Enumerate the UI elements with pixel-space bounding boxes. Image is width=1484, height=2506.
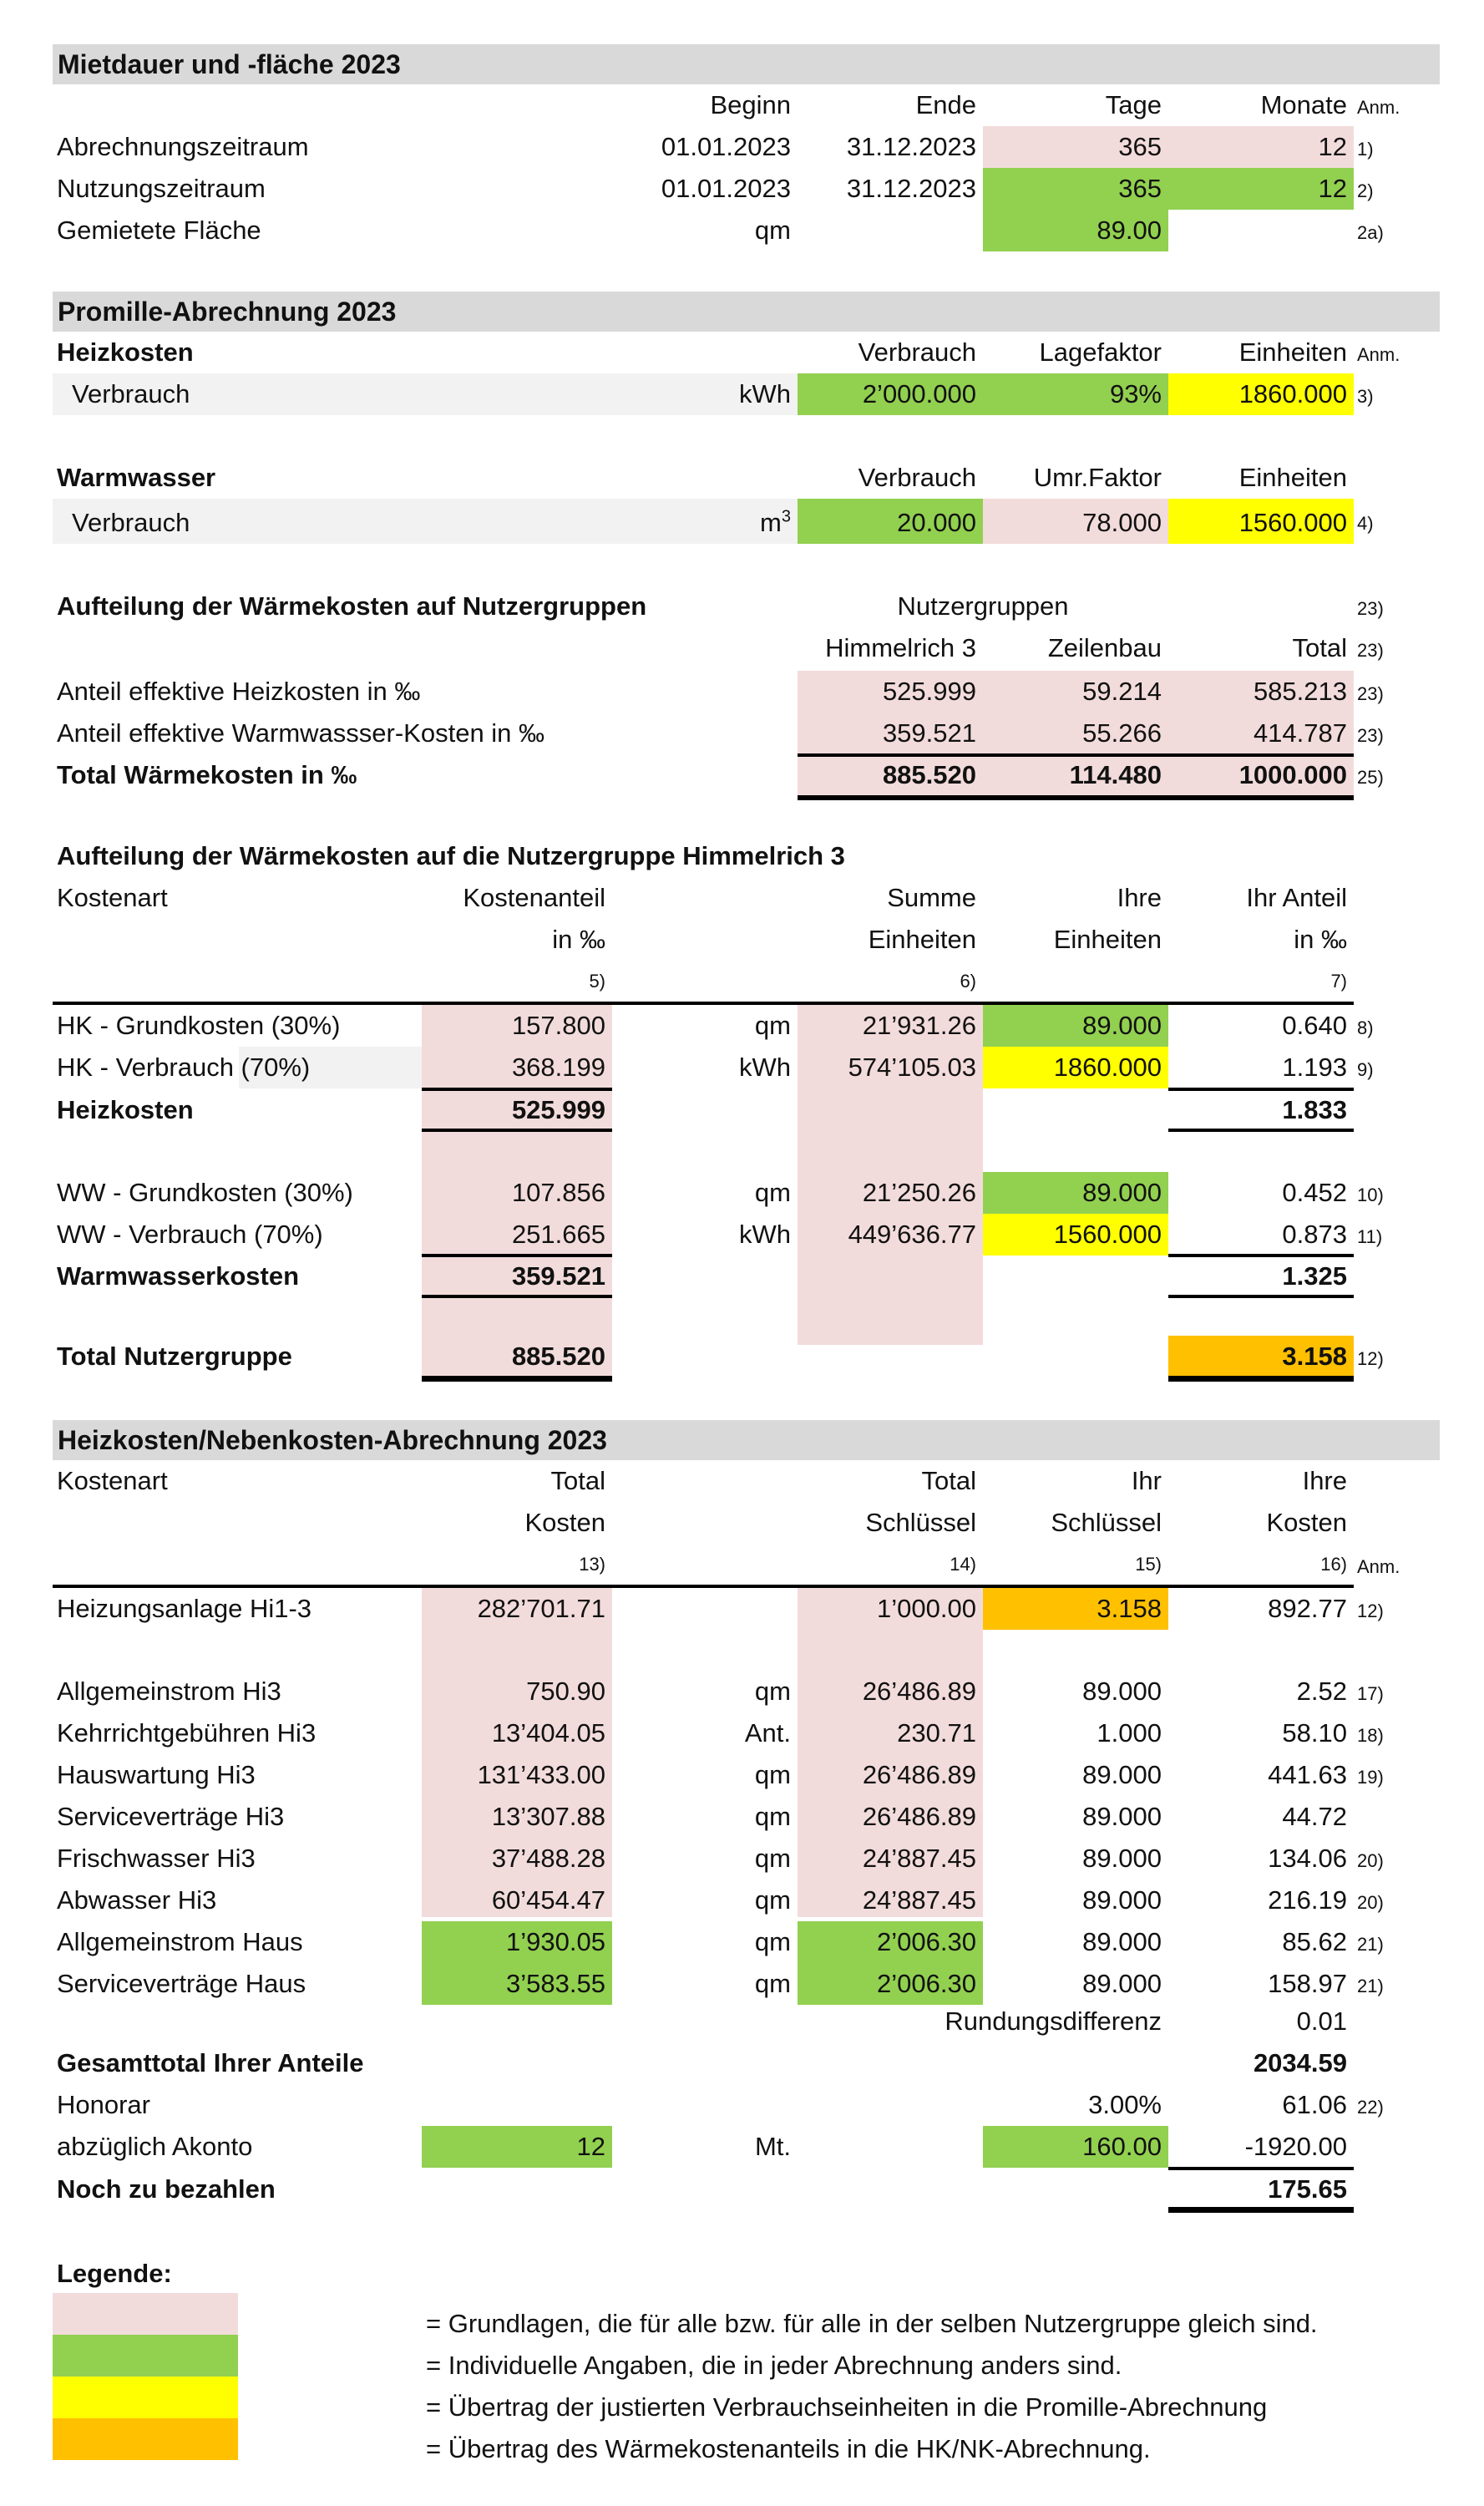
rounding-value: 0.01: [1296, 2006, 1347, 2036]
table-header-row: [0, 457, 1484, 499]
total-schluessel-value: 26’486.89: [862, 1802, 976, 1831]
table-header-row: [0, 1502, 1484, 1544]
anteil-total: 1.833: [1282, 1095, 1347, 1124]
row-label: Kehrrichtgebühren Hi3: [57, 1718, 317, 1748]
anteil-value: 1.193: [1282, 1053, 1347, 1082]
note-5: 5): [589, 971, 605, 992]
kostenanteil-value: 157.800: [511, 1011, 605, 1040]
beginn-value: 01.01.2023: [661, 132, 791, 161]
anm-note: 2a): [1357, 222, 1384, 243]
subtotal-rule: [422, 1295, 612, 1298]
ihre-kosten-value: 58.10: [1282, 1718, 1347, 1748]
row-label: HK - Verbrauch (70%): [57, 1053, 311, 1082]
col-header-verbrauch: Verbrauch: [858, 463, 976, 492]
table-header-row: [0, 84, 1484, 126]
noch-value: 175.65: [1268, 2174, 1347, 2204]
col-header-kostenart: Kostenart: [57, 1466, 168, 1495]
unit: Ant.: [744, 1718, 791, 1748]
unit-base: m: [760, 508, 782, 537]
anm-note: 23): [1357, 598, 1384, 619]
table-row: [0, 1172, 1484, 1214]
rounding-label: Rundungsdifferenz: [945, 2006, 1162, 2036]
anm-note: 23): [1357, 725, 1384, 746]
ihre-value: 1560.000: [983, 1214, 1168, 1256]
row-label: Abrechnungszeitraum: [57, 132, 309, 161]
col-header-ihre-kosten-2: Kosten: [1266, 1508, 1347, 1537]
col-header-ende: Ende: [915, 90, 976, 119]
col-header-total-schluessel-2: Schlüssel: [865, 1508, 976, 1537]
row-label: Gemietete Fläche: [57, 216, 261, 245]
kostenanteil-grand-total: 885.520: [511, 1342, 605, 1371]
unit: kWh: [739, 1220, 791, 1249]
subsection-title: Heizkosten: [57, 337, 194, 367]
unit: kWh: [739, 379, 791, 408]
row-label: Nutzungszeitraum: [57, 174, 266, 203]
note-15: 15): [1135, 1554, 1162, 1575]
table-row: [0, 1796, 1484, 1838]
table-row: [0, 1838, 1484, 1880]
section-title: Promille-Abrechnung 2023: [58, 297, 397, 327]
ihr-schluessel-value: 89.000: [1082, 1927, 1162, 1956]
total-schluessel-value: 24’887.45: [862, 1885, 976, 1915]
double-rule: [1168, 1376, 1354, 1382]
section-title: Heizkosten/Nebenkosten-Abrechnung 2023: [58, 1425, 607, 1455]
einheiten-value: 1860.000: [1168, 373, 1354, 415]
col-header-kostenart: Kostenart: [57, 883, 168, 912]
col-header-ihre: Ihre: [1117, 883, 1162, 912]
table-row: [0, 1921, 1484, 1963]
table-row: [0, 1588, 1484, 1630]
row-label: Honorar: [57, 2090, 150, 2119]
total-row: [0, 1336, 1484, 1377]
col-header-total-kosten-2: Kosten: [524, 1508, 605, 1537]
total-total: 1000.000: [1238, 760, 1347, 789]
total-value: 414.787: [1253, 718, 1347, 748]
total-schluessel-value: 26’486.89: [862, 1760, 976, 1789]
note-14: 14): [950, 1554, 976, 1575]
col-header-total-schluessel: Total: [921, 1466, 976, 1495]
anteil-total: 1.325: [1282, 1261, 1347, 1291]
ihre-value: 89.000: [983, 1005, 1168, 1047]
row-label: Allgemeinstrom Haus: [57, 1927, 303, 1956]
table-row: [0, 373, 1484, 415]
unit: qm: [754, 1178, 791, 1207]
table-header-row: [0, 919, 1484, 961]
tage-value: 365: [983, 168, 1168, 210]
table-row: [0, 1712, 1484, 1754]
unit: [612, 499, 798, 544]
col-header-umrfaktor: Umr.Faktor: [1033, 463, 1162, 492]
unit: Mt.: [754, 2132, 791, 2161]
table-header-row: [0, 627, 1484, 669]
table-row: [0, 1880, 1484, 1921]
anm-note: 12): [1357, 1600, 1384, 1621]
ihre-kosten-value: 2.52: [1296, 1677, 1347, 1706]
anm-note: 4): [1357, 513, 1374, 534]
unit: qm: [754, 1677, 791, 1706]
anteil-value: 0.452: [1282, 1178, 1347, 1207]
row-label: Serviceverträge Hi3: [57, 1802, 285, 1831]
anm-note: 19): [1357, 1767, 1384, 1788]
gesamt-value: 2034.59: [1253, 2048, 1347, 2077]
unit: qm: [754, 1802, 791, 1831]
legend-swatch-yellow: [53, 2377, 238, 2418]
legend-swatch-pink: [53, 2293, 238, 2335]
ihr-schluessel-value: 89.000: [1082, 1885, 1162, 1915]
ende-value: 31.12.2023: [846, 174, 976, 203]
subtotal-rule: [1168, 1295, 1354, 1298]
anm-note: 3): [1357, 386, 1374, 407]
tage-value: 365: [983, 126, 1168, 168]
beginn-value: 01.01.2023: [661, 174, 791, 203]
row-label: WW - Grundkosten (30%): [57, 1178, 353, 1207]
table-row: [0, 126, 1484, 168]
table-row: [0, 1005, 1484, 1047]
total-schluessel-value: 24’887.45: [862, 1844, 976, 1873]
note-13: 13): [579, 1554, 605, 1575]
row-label: Heizkosten: [57, 1095, 194, 1124]
table-row: [0, 1963, 1484, 2005]
total-schluessel-value: 2’006.30: [798, 1921, 983, 1963]
total-kosten-value: 13’404.05: [491, 1718, 605, 1748]
legend-swatch-green: [53, 2335, 238, 2377]
group-header: Nutzergruppen: [897, 591, 1069, 621]
anm-note: 11): [1357, 1226, 1383, 1247]
akonto-months: 12: [422, 2126, 612, 2168]
verbrauch-value: 2’000.000: [798, 373, 983, 415]
anm-note: 10): [1357, 1185, 1384, 1205]
summe-value: 449’636.77: [848, 1220, 976, 1249]
unit: kWh: [739, 1053, 791, 1082]
akonto-rate: 160.00: [983, 2126, 1168, 2168]
section-header-promille: [53, 292, 1440, 332]
note-7: 7): [1330, 971, 1347, 992]
anm-note: 21): [1357, 1934, 1384, 1955]
col-header-beginn: Beginn: [710, 90, 791, 119]
anm-note: 20): [1357, 1850, 1384, 1871]
anm-note: 17): [1357, 1683, 1384, 1704]
subsection-title: Warmwasser: [57, 463, 216, 492]
anm-note: 12): [1357, 1348, 1384, 1369]
total-row: [0, 2042, 1484, 2084]
ihre-kosten-value: 441.63: [1268, 1760, 1347, 1789]
kostenanteil-total: 525.999: [511, 1095, 605, 1124]
row-label: Hauswartung Hi3: [57, 1760, 256, 1789]
note-16: 16): [1320, 1554, 1347, 1575]
row-label: Allgemeinstrom Hi3: [57, 1677, 281, 1706]
legend-title: Legende:: [57, 2259, 172, 2288]
unit: qm: [754, 1969, 791, 1998]
table-row: [0, 2084, 1484, 2126]
ihre-kosten-value: 85.62: [1282, 1927, 1347, 1956]
note-6: 6): [960, 971, 976, 992]
unit: qm: [754, 1011, 791, 1040]
col-header-monate: Monate: [1260, 90, 1347, 119]
table-row: [0, 499, 1484, 544]
col-header-ihr-schluessel-2: Schlüssel: [1051, 1508, 1162, 1537]
row-label: Verbrauch: [72, 379, 190, 408]
row-label: Anteil effektive Heizkosten in ‰: [57, 677, 421, 706]
kostenanteil-value: 107.856: [511, 1178, 605, 1207]
col-header-total-kosten: Total: [550, 1466, 605, 1495]
col-header-kostenanteil: Kostenanteil: [463, 883, 605, 912]
table-header-row: [0, 877, 1484, 919]
unit: qm: [754, 1844, 791, 1873]
table-note-row: [0, 961, 1484, 1002]
ihr-schluessel-value: 3.158: [983, 1588, 1168, 1630]
table-header-row: [0, 332, 1484, 373]
himmelrich3-value: 525.999: [882, 677, 976, 706]
col-header-anm: Anm.: [1357, 1556, 1400, 1577]
anm-note: 23): [1357, 640, 1384, 661]
himmelrich3-value: 359.521: [882, 718, 976, 748]
col-header-ihre-unit: Einheiten: [1053, 925, 1162, 954]
double-rule: [798, 795, 1354, 800]
subsection-title: Aufteilung der Wärmekosten auf Nutzergruppen: [57, 591, 647, 621]
row-label: Abwasser Hi3: [57, 1885, 217, 1915]
himmelrich3-total: 885.520: [882, 760, 976, 789]
col-header-verbrauch: Verbrauch: [858, 337, 976, 367]
total-schluessel-value: 2’006.30: [798, 1963, 983, 2005]
honorar-rate: 3.00%: [1088, 2090, 1162, 2119]
row-label: Serviceverträge Haus: [57, 1969, 306, 1998]
col-header-himmelrich3: Himmelrich 3: [825, 633, 976, 662]
ihre-kosten-value: 216.19: [1268, 1885, 1347, 1915]
kostenanteil-value: 251.665: [511, 1220, 605, 1249]
summe-value: 21’250.26: [862, 1178, 976, 1207]
row-label: Verbrauch: [72, 508, 190, 537]
ihre-kosten-value: 158.97: [1268, 1969, 1347, 1998]
zeilenbau-value: 55.266: [1082, 718, 1162, 748]
zeilenbau-value: 59.214: [1082, 677, 1162, 706]
subtotal-row: [0, 1256, 1484, 1297]
ihr-schluessel-value: 89.000: [1082, 1969, 1162, 1998]
table-header-row: [0, 1460, 1484, 1502]
total-kosten-value: 60’454.47: [491, 1885, 605, 1915]
ihre-value: 89.000: [983, 1172, 1168, 1214]
total-kosten-value: 282’701.71: [477, 1594, 605, 1623]
zeilenbau-total: 114.480: [1069, 760, 1162, 789]
anteil-value: 0.873: [1282, 1220, 1347, 1249]
col-header-tage: Tage: [1105, 90, 1162, 119]
row-label: WW - Verbrauch (70%): [57, 1220, 323, 1249]
unit: qm: [754, 1927, 791, 1956]
col-header-summe: Summe: [887, 883, 976, 912]
ihr-schluessel-value: 89.000: [1082, 1677, 1162, 1706]
anm-note: 1): [1357, 139, 1374, 160]
subsection-title: Aufteilung der Wärmekosten auf die Nutzergruppe Himmelrich 3: [57, 841, 845, 870]
unit: qm: [754, 1885, 791, 1915]
total-schluessel-value: 26’486.89: [862, 1677, 976, 1706]
col-header-anteil-unit: in ‰: [1294, 925, 1347, 954]
anm-note: 18): [1357, 1725, 1384, 1746]
col-header-zeilenbau: Zeilenbau: [1047, 633, 1162, 662]
col-header-ihre-kosten: Ihre: [1302, 1466, 1347, 1495]
table-note-row: [0, 1544, 1484, 1585]
col-header-summe-unit: Einheiten: [868, 925, 976, 954]
lagefaktor-value: 93%: [983, 373, 1168, 415]
ihre-value: 1860.000: [983, 1047, 1168, 1088]
col-header-lagefaktor: Lagefaktor: [1039, 337, 1162, 367]
section-header-nk: [53, 1420, 1440, 1460]
row-label: Noch zu bezahlen: [57, 2174, 276, 2204]
table-row: [0, 713, 1484, 754]
einheiten-value: 1560.000: [1168, 499, 1354, 544]
row-label: Anteil effektive Warmwassser-Kosten in ‰: [57, 718, 545, 748]
anteil-grand-total: 3.158: [1282, 1342, 1347, 1371]
anm-note: 23): [1357, 683, 1384, 704]
legend-swatch-orange: [53, 2418, 238, 2460]
anteil-value: 0.640: [1282, 1011, 1347, 1040]
kostenanteil-total: 359.521: [511, 1261, 605, 1291]
table-title-row: [0, 835, 1484, 877]
section-header-mietdauer: [53, 44, 1440, 84]
col-header-einheiten: Einheiten: [1238, 337, 1347, 367]
total-kosten-value: 13’307.88: [491, 1802, 605, 1831]
unit: qm: [754, 1760, 791, 1789]
row-label: Heizungsanlage Hi1-3: [57, 1594, 312, 1623]
col-header-anm: Anm.: [1357, 344, 1400, 365]
anm-note: 25): [1357, 767, 1384, 788]
col-header-total: Total: [1292, 633, 1347, 662]
summe-value: 21’931.26: [862, 1011, 976, 1040]
row-label: Gesamttotal Ihrer Anteile: [57, 2048, 364, 2077]
table-row: [0, 671, 1484, 713]
total-kosten-value: 750.90: [526, 1677, 605, 1706]
total-kosten-value: 131’433.00: [477, 1760, 605, 1789]
row-label: abzüglich Akonto: [57, 2132, 253, 2161]
col-header-einheiten: Einheiten: [1238, 463, 1347, 492]
table-row: [0, 1047, 1484, 1088]
total-value: 585.213: [1253, 677, 1347, 706]
table-row: [0, 1214, 1484, 1256]
total-row: [0, 754, 1484, 796]
unit-superscript: 3: [781, 507, 791, 526]
anm-note: 22): [1357, 2097, 1384, 2118]
honorar-value: 61.06: [1282, 2090, 1347, 2119]
anm-note: 8): [1357, 1017, 1374, 1038]
flaeche-value: 89.00: [983, 210, 1168, 251]
ihr-schluessel-value: 89.000: [1082, 1844, 1162, 1873]
total-kosten-value: 1’930.05: [422, 1921, 612, 1963]
ende-value: 31.12.2023: [846, 132, 976, 161]
subtotal-rule: [422, 1129, 612, 1132]
legend-text: = Übertrag der justierten Verbrauchseinheiten in die Promille-Abrechnung: [426, 2392, 1268, 2422]
row-label: Total Wärmekosten in ‰: [57, 760, 357, 789]
ihre-kosten-value: 892.77: [1268, 1594, 1347, 1623]
ihre-kosten-value: 44.72: [1282, 1802, 1347, 1831]
row-label: Warmwasserkosten: [57, 1261, 300, 1291]
subtotal-row: [0, 1089, 1484, 1131]
col-header-ihr-schluessel: Ihr: [1131, 1466, 1162, 1495]
table-row: [0, 210, 1484, 251]
summe-value: 574’105.03: [848, 1053, 976, 1082]
table-title-row: [0, 586, 1484, 627]
total-schluessel-value: 1’000.00: [877, 1594, 976, 1623]
ihr-schluessel-value: 89.000: [1082, 1760, 1162, 1789]
ihr-schluessel-value: 1.000: [1097, 1718, 1162, 1748]
total-schluessel-value: 230.71: [897, 1718, 976, 1748]
double-rule: [422, 1376, 612, 1382]
anm-note: 2): [1357, 180, 1374, 201]
table-row: [0, 168, 1484, 210]
double-rule: [1168, 2207, 1354, 2213]
row-label: Frischwasser Hi3: [57, 1844, 256, 1873]
table-row: [0, 1671, 1484, 1712]
col-header-anm: Anm.: [1357, 97, 1400, 118]
table-row: [0, 1754, 1484, 1796]
row-label: HK - Grundkosten (30%): [57, 1011, 341, 1040]
unit: qm: [754, 216, 791, 245]
legend-text: = Individuelle Angaben, die in jeder Abrechnung anders sind.: [426, 2351, 1122, 2380]
monate-value: 12: [1168, 126, 1354, 168]
total-kosten-value: 3’583.55: [422, 1963, 612, 2005]
ihr-schluessel-value: 89.000: [1082, 1802, 1162, 1831]
umrfaktor-value: 78.000: [983, 499, 1168, 544]
rounding-row: [0, 2001, 1484, 2042]
legend-text: = Übertrag des Wärmekostenanteils in die HK/NK-Abrechnung.: [426, 2434, 1151, 2463]
kostenanteil-value: 368.199: [511, 1053, 605, 1082]
legend-title-row: [0, 2253, 1484, 2295]
legend-text: = Grundlagen, die für alle bzw. für alle in der selben Nutzergruppe gleich sind.: [426, 2309, 1318, 2338]
anm-note: 20): [1357, 1892, 1384, 1913]
total-row: [0, 2169, 1484, 2210]
subtotal-rule: [1168, 1129, 1354, 1132]
col-header-kostenanteil-unit: in ‰: [552, 925, 605, 954]
section-title: Mietdauer und -fläche 2023: [58, 49, 401, 79]
table-row: [0, 2126, 1484, 2168]
anm-note: 21): [1357, 1976, 1384, 1996]
monate-value: 12: [1168, 168, 1354, 210]
anm-note: 9): [1357, 1059, 1374, 1080]
akonto-value: -1920.00: [1244, 2132, 1347, 2161]
ihre-kosten-value: 134.06: [1268, 1844, 1347, 1873]
total-kosten-value: 37’488.28: [491, 1844, 605, 1873]
row-label: Total Nutzergruppe: [57, 1342, 292, 1371]
col-header-anteil: Ihr Anteil: [1246, 883, 1347, 912]
verbrauch-value: 20.000: [798, 499, 983, 544]
